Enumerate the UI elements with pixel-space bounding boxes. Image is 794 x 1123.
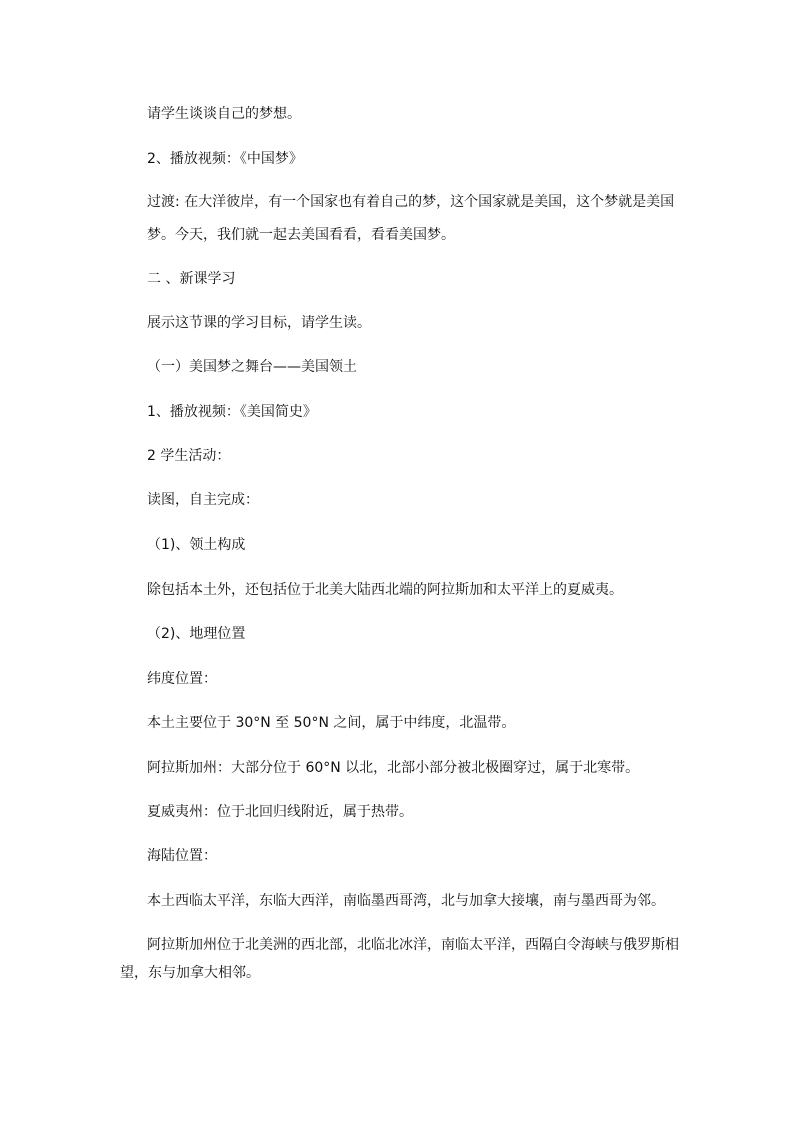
- text-line: 夏威夷州：位于北回归线附近，属于热带。: [147, 804, 413, 820]
- text-line: 阿拉斯加州：大部分位于 60°N 以北，北部小部分被北极圈穿过，属于北寒带。: [147, 760, 640, 776]
- list-item-heading: （2)、地理位置: [147, 626, 246, 642]
- text-line: 读图，自主完成：: [147, 492, 259, 508]
- section-heading: 二 、新课学习: [147, 271, 236, 287]
- text-line: 2、播放视频：《中国梦》: [147, 151, 303, 167]
- text-line: 本土西临太平洋，东临大西洋，南临墨西哥湾，北与加拿大接壤，南与墨西哥为邻。: [147, 893, 665, 909]
- text-line: 2 学生活动：: [147, 448, 231, 464]
- text-line: 过渡: 在大洋彼岸，有一个国家也有着自己的梦，这个国家就是美国，这个梦就是美国: [147, 194, 675, 210]
- subsection-heading: （一）美国梦之舞台——美国领土: [147, 359, 357, 375]
- text-line: 除包括本土外，还包括位于北美大陆西北端的阿拉斯加和太平洋上的夏威夷。: [147, 582, 623, 598]
- list-item-heading: （1)、领土构成: [147, 537, 246, 553]
- paragraph: 阿拉斯加州位于北美洲的西北部，北临北冰洋，南临太平洋，西隔白令海峡与俄罗斯相望，东与加拿大相邻。: [120, 937, 679, 981]
- text-line: 梦。今天，我们就一起去美国看看，看看美国梦。: [147, 227, 455, 243]
- text-line: 1、播放视频：《美国简史》: [147, 404, 317, 420]
- text-line: 海陆位置：: [147, 848, 217, 864]
- text-line: 展示这节课的学习目标，请学生读。: [147, 315, 371, 331]
- text-line: 本土主要位于 30°N 至 50°N 之间，属于中纬度，北温带。: [147, 715, 516, 731]
- text-line: 请学生谈谈自己的梦想。: [147, 106, 301, 122]
- text-line: 纬度位置：: [147, 671, 217, 687]
